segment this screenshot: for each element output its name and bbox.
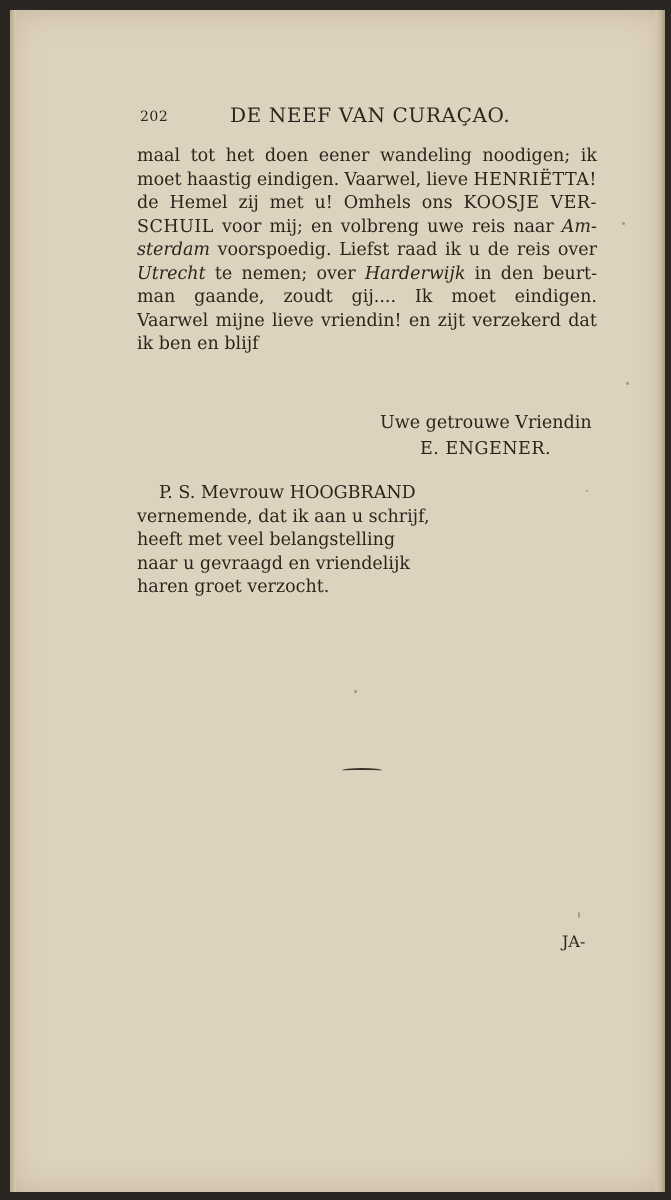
text-line-2: moet haastig eindigen. Vaarwel, lieve HENRIËTTA! <box>137 169 597 190</box>
text-line-3: de Hemel zij met u! Omhels ons KOOSJE VER- <box>137 193 597 213</box>
paper-speck <box>626 382 629 385</box>
postscript-line-1: P. S. Mevrouw HOOGBRAND <box>159 483 416 503</box>
text-line-8: Vaarwel mijne lieve vriendin! en zijt verzekerd dat <box>137 310 597 331</box>
text-line-9: ik ben en blijf <box>137 334 259 354</box>
catchword: JA- <box>562 932 586 951</box>
running-title: DE NEEF VAN CURAÇAO. <box>230 103 511 127</box>
paper-speck <box>622 222 625 225</box>
text-line-1: maal tot het doen eener wandeling noodigen; ik <box>137 146 597 166</box>
closing <box>380 410 600 462</box>
page-number: 202 <box>140 109 169 125</box>
text-line-4: SCHUIL voor mij; en volbreng uwe reis naar Am- <box>137 216 597 237</box>
postscript-line-5: haren groet verzocht. <box>137 577 330 597</box>
page-left-edge <box>10 10 16 1192</box>
text-line-5: sterdam voorspoedig. Liefst raad ik u de reis over <box>137 240 597 260</box>
paper-speck <box>354 690 357 693</box>
signature: E. ENGENER. <box>420 439 552 459</box>
postscript-line-3: heeft met veel belangstelling <box>137 530 396 550</box>
page-right-edge <box>655 10 665 1192</box>
paper-speck <box>586 490 588 492</box>
letter-body <box>137 145 597 357</box>
postscript-line-2: vernemende, dat ik aan u schrijf, <box>137 506 430 527</box>
paper-speck <box>578 912 580 918</box>
page-header <box>140 103 600 133</box>
closing-salutation: Uwe getrouwe Vriendin <box>380 413 592 433</box>
text-line-6: Utrecht te nemen; over Harderwijk in den beurt- <box>137 263 597 284</box>
postscript-line-4: naar u gevraagd en vriendelijk <box>137 553 410 574</box>
section-divider <box>342 768 382 773</box>
postscript <box>137 482 430 600</box>
text-line-7: man gaande, zoudt gij.... Ik moet eindigen. <box>137 287 597 307</box>
